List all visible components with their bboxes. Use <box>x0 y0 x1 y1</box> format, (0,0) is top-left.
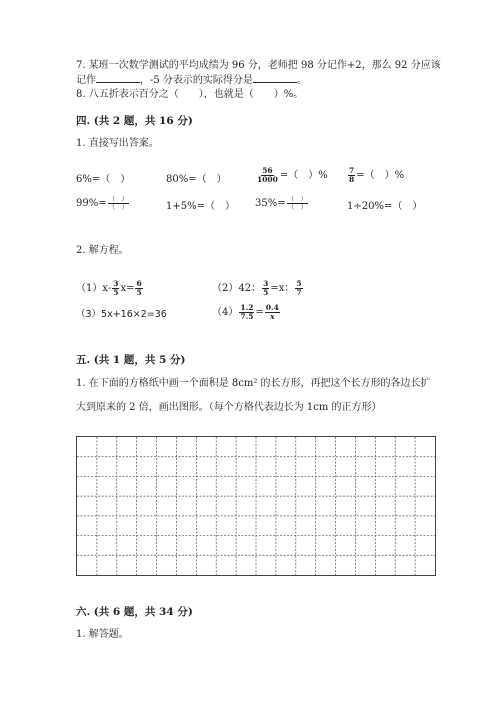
grid-lines <box>77 437 435 575</box>
fraction-blank: $\frac{( )}{( )}$ <box>287 195 308 211</box>
fraction: $\frac{0.4}{x}$ <box>265 303 279 321</box>
oral-item-1-plus-5pct: 1+5%=（ ） <box>166 201 235 212</box>
oral-item-35pct: 35%= $\frac{( )}{( )}$ <box>255 195 308 211</box>
fraction: $\frac{6}{5}$ <box>136 279 142 297</box>
equation-4: （4） $\frac{1.2}{7.5}$ = $\frac{0.4}{x}$ <box>212 303 279 321</box>
q7-line2-b: ，-5 分表示的实际得分是 <box>140 75 253 86</box>
oral-item-99pct: 99%= $\frac{( )}{( )}$ <box>76 195 129 211</box>
fraction: $\frac{3}{5}$ <box>263 279 269 297</box>
oral-item-7-8: $\frac{7}{8}$ =（ ）% <box>349 166 405 184</box>
equation-3: （3）5x+16×2=36 <box>76 309 167 320</box>
q7-line2 <box>76 74 307 87</box>
oral-item-80pct: 80%=（ ） <box>166 174 227 185</box>
section-6-title: 六. (共 6 题，共 34 分) <box>76 606 193 618</box>
q8-text: 8. 八五折表示百分之（ ），也就是（ ）%。 <box>76 89 304 100</box>
fraction-blank: $\frac{( )}{( )}$ <box>108 195 129 211</box>
fraction: $\frac{56}{1000}$ <box>257 166 278 184</box>
oral-item-56-1000: $\frac{56}{1000}$ =（ ）% <box>257 166 328 184</box>
section-6-q1: 1. 解答题。 <box>76 629 129 640</box>
q7-line1: 7. 某班一次数学测试的平均成绩为 96 分，老师把 98 分记作+2，那么 92 分应该 <box>76 60 441 71</box>
q7-line2-c: 。 <box>296 75 307 86</box>
section-5-line2: 大到原来的 2 倍，画出图形。（每个方格代表边长为 1cm 的正方形） <box>76 402 382 413</box>
fraction: $\frac{1.2}{7.5}$ <box>240 303 254 321</box>
section-5-title: 五. (共 1 题，共 5 分) <box>76 354 186 366</box>
section-5-line1: 1. 在下面的方格纸中画一个面积是 8cm² 的长方形，再把这个长方形的各边长扩 <box>76 378 431 389</box>
grid-paper[interactable] <box>76 436 436 576</box>
oral-item-1-div-20pct: 1÷20%=（ ） <box>347 201 423 212</box>
answer-blank-2[interactable] <box>253 82 297 83</box>
q7-line2-a: 记作 <box>76 75 96 86</box>
section-4-q2: 2. 解方程。 <box>76 245 129 256</box>
fraction: $\frac{3}{5}$ <box>113 279 119 297</box>
section-4-q1: 1. 直接写出答案。 <box>76 138 159 149</box>
equation-2: （2）42： $\frac{3}{5}$ =x： $\frac{5}{7}$ <box>212 279 302 297</box>
fraction: $\frac{5}{7}$ <box>296 279 302 297</box>
section-4-title: 四. (共 2 题，共 16 分) <box>76 115 193 127</box>
answer-blank-1[interactable] <box>96 82 140 83</box>
fraction: $\frac{7}{8}$ <box>349 166 355 184</box>
oral-item-6pct: 6%=（ ） <box>76 174 131 185</box>
equation-1: （1）x- $\frac{3}{5}$ x= $\frac{6}{5}$ <box>76 279 142 297</box>
